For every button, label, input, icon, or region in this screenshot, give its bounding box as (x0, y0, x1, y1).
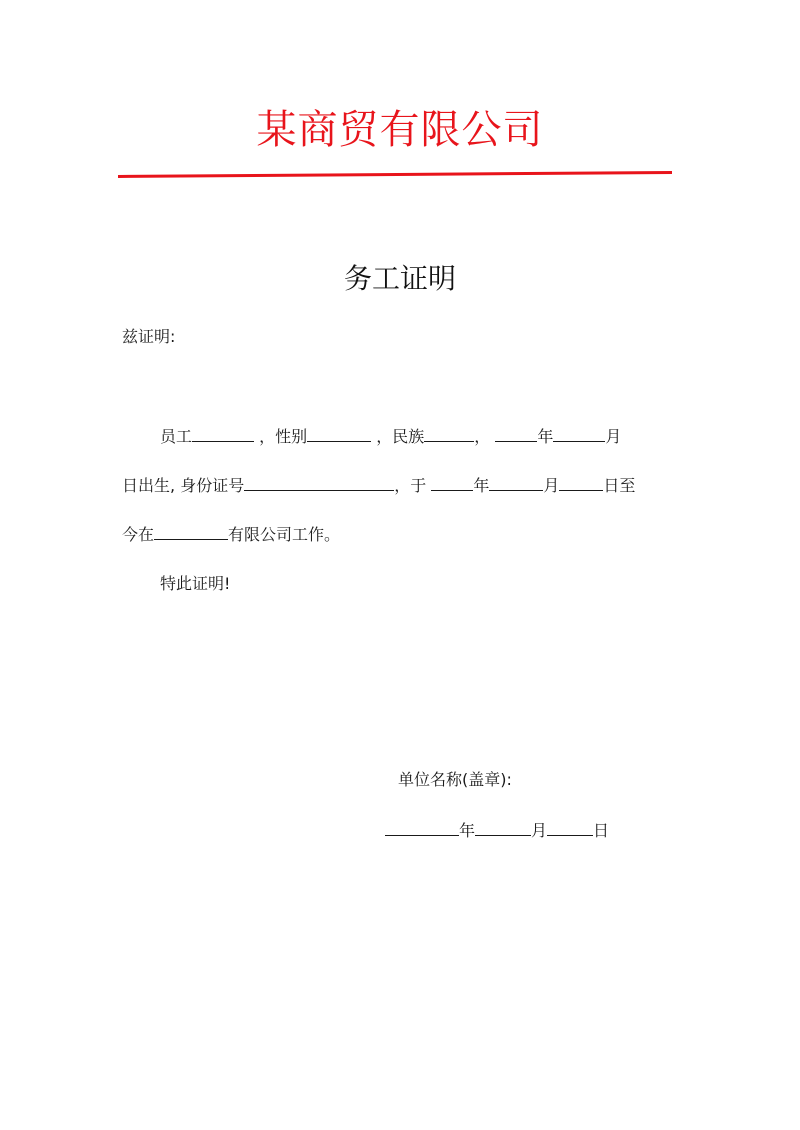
ethnic-blank (424, 424, 474, 442)
employee-label: 员工 (160, 427, 193, 446)
comma-separator: ， (474, 427, 491, 446)
signature-date (385, 818, 609, 843)
now-at-label: 今在 (122, 525, 155, 544)
closing-statement: 特此证明! (160, 574, 231, 593)
since-label: ，于 (394, 476, 427, 495)
sign-year-blank (385, 818, 459, 836)
start-year-blank (431, 473, 473, 491)
company-name: 某商贸有限公司 (256, 107, 544, 153)
salutation: 兹证明: (122, 327, 176, 346)
header-divider (0, 168, 800, 182)
gender-label: ，性别 (259, 427, 308, 446)
signature-unit-label: 单位名称(盖章): (398, 770, 512, 789)
birth-month-blank (553, 424, 605, 442)
start-month-blank (489, 473, 543, 491)
start-day-blank (559, 473, 603, 491)
sign-year-label: 年 (459, 821, 476, 840)
ethnic-label: ，民族 (376, 427, 425, 446)
birth-year-label: 年 (537, 427, 554, 446)
employee-name-blank (192, 424, 254, 442)
body-line-3 (122, 522, 340, 547)
body-paragraph (0, 400, 678, 600)
red-rule-line (118, 171, 672, 178)
company-name-blank (154, 522, 228, 540)
until-label: 日至 (603, 476, 636, 495)
sign-month-label: 月 (531, 821, 548, 840)
body-line-1 (160, 424, 621, 449)
sign-day-blank (547, 818, 593, 836)
company-work-label: 有限公司工作。 (228, 525, 341, 544)
sign-month-blank (475, 818, 531, 836)
body-line-2 (122, 473, 635, 498)
id-number-label: 身份证号 (180, 476, 245, 495)
birth-year-blank (495, 424, 537, 442)
birth-day-label: 日出生, (122, 476, 176, 495)
start-year-label: 年 (473, 476, 490, 495)
birth-month-label: 月 (605, 427, 622, 446)
document-title: 务工证明 (343, 262, 456, 295)
gender-blank (307, 424, 371, 442)
start-month-label: 月 (543, 476, 560, 495)
sign-day-label: 日 (593, 821, 610, 840)
id-number-blank (244, 473, 394, 491)
